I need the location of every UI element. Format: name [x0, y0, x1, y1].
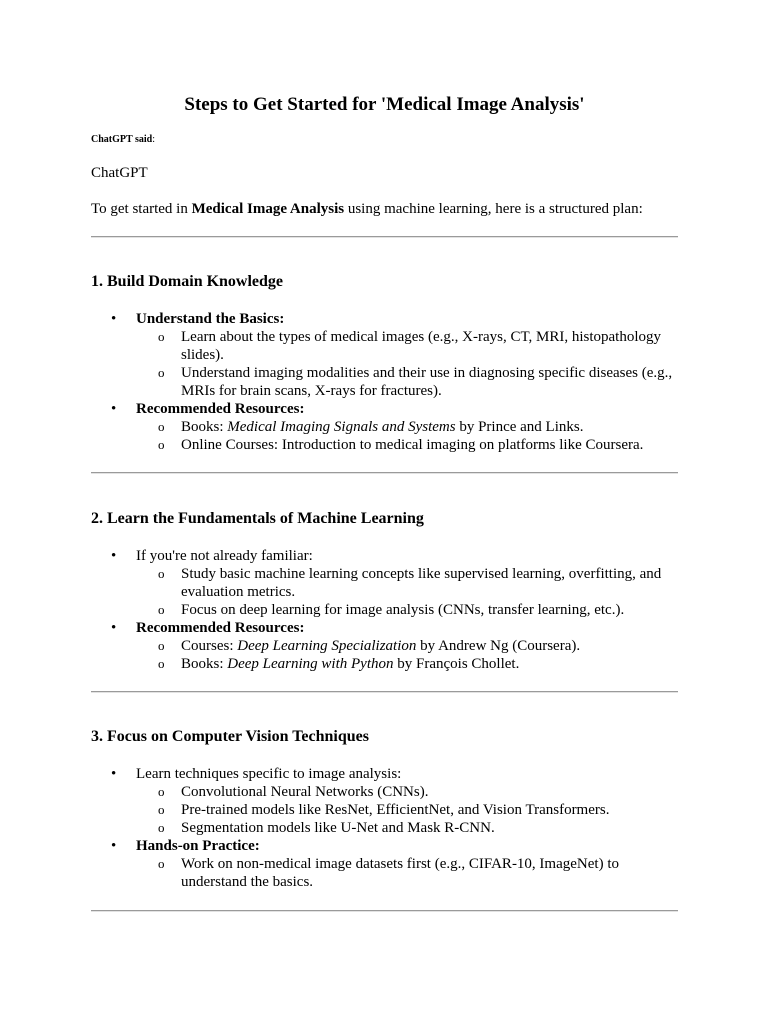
divider — [91, 691, 678, 693]
section-1-list — [91, 310, 678, 454]
resource-prefix: Books: — [181, 656, 228, 672]
sub-list-item: o Study basic machine learning concepts like supervised learning, overfitting, and evaluation metrics. — [136, 565, 678, 601]
sub-list-item: o Pre-trained models like ResNet, EfficientNet, and Vision Transformers. — [136, 801, 678, 819]
intro-text-after: using machine learning, here is a structured plan: — [344, 201, 643, 217]
sub-list-item: o Understand imaging modalities and their use in diagnosing specific diseases (e.g., MRIs for brain scans, X-rays for fractures). — [136, 364, 678, 400]
list-item — [91, 765, 678, 837]
divider — [91, 236, 678, 238]
sub-list-item — [136, 655, 678, 673]
said-label-text: ChatGPT said — [91, 134, 153, 145]
sub-list-item — [136, 637, 678, 655]
divider — [91, 472, 678, 474]
list-item-label: Learn techniques specific to image analysis: — [136, 766, 402, 782]
list-item — [91, 837, 678, 891]
resource-title: Deep Learning with Python — [227, 656, 394, 672]
sub-list-item — [136, 418, 678, 436]
intro-paragraph — [91, 200, 643, 218]
intro-text-before: To get started in — [91, 201, 192, 217]
section-heading-3: 3. Focus on Computer Vision Techniques — [91, 728, 369, 745]
author-name: ChatGPT — [91, 165, 148, 181]
intro-topic: Medical Image Analysis — [191, 201, 345, 217]
resource-prefix: Books: — [181, 419, 228, 435]
list-item-label: Recommended Resources: — [136, 620, 305, 636]
resource-prefix: Courses: — [181, 638, 238, 654]
list-item — [91, 400, 678, 454]
chatgpt-said-label — [91, 134, 155, 146]
list-item-label: Hands-on Practice: — [136, 838, 260, 854]
list-item — [91, 547, 678, 619]
resource-suffix: by Andrew Ng (Coursera). — [416, 638, 581, 654]
list-item-label: Understand the Basics: — [136, 311, 285, 327]
divider — [91, 910, 678, 912]
resource-title: Medical Imaging Signals and Systems — [227, 419, 456, 435]
section-3-list — [91, 765, 678, 891]
sub-list-item: o Focus on deep learning for image analysis (CNNs, transfer learning, etc.). — [136, 601, 678, 619]
sub-list — [136, 565, 678, 619]
sub-list-item: o Learn about the types of medical images (e.g., X-rays, CT, MRI, histopathology slides). — [136, 328, 678, 364]
sub-list — [136, 783, 678, 837]
section-2-list — [91, 547, 678, 673]
sub-list-item: o Online Courses: Introduction to medical imaging on platforms like Coursera. — [136, 436, 678, 454]
sub-list — [136, 637, 678, 673]
section-heading-1: 1. Build Domain Knowledge — [91, 273, 284, 290]
section-heading-2: 2. Learn the Fundamentals of Machine Learning — [91, 510, 424, 527]
resource-suffix: by François Chollet. — [393, 656, 520, 672]
sub-list-item: o Convolutional Neural Networks (CNNs). — [136, 783, 678, 801]
sub-list-item: o Segmentation models like U-Net and Mask R-CNN. — [136, 819, 678, 837]
list-item — [91, 310, 678, 400]
list-item — [91, 619, 678, 673]
sub-list — [136, 418, 678, 454]
sub-list-item: o Work on non-medical image datasets first (e.g., CIFAR-10, ImageNet) to understand the basics. — [136, 855, 678, 891]
list-item-label: Recommended Resources: — [136, 401, 305, 417]
said-label-colon: : — [152, 134, 156, 145]
resource-suffix: by Prince and Links. — [455, 419, 584, 435]
list-item-label: If you're not already familiar: — [136, 548, 313, 564]
sub-list — [136, 855, 678, 891]
document-title: Steps to Get Started for 'Medical Image Analysis' — [184, 94, 585, 115]
sub-list — [136, 328, 678, 400]
resource-title: Deep Learning Specialization — [237, 638, 417, 654]
